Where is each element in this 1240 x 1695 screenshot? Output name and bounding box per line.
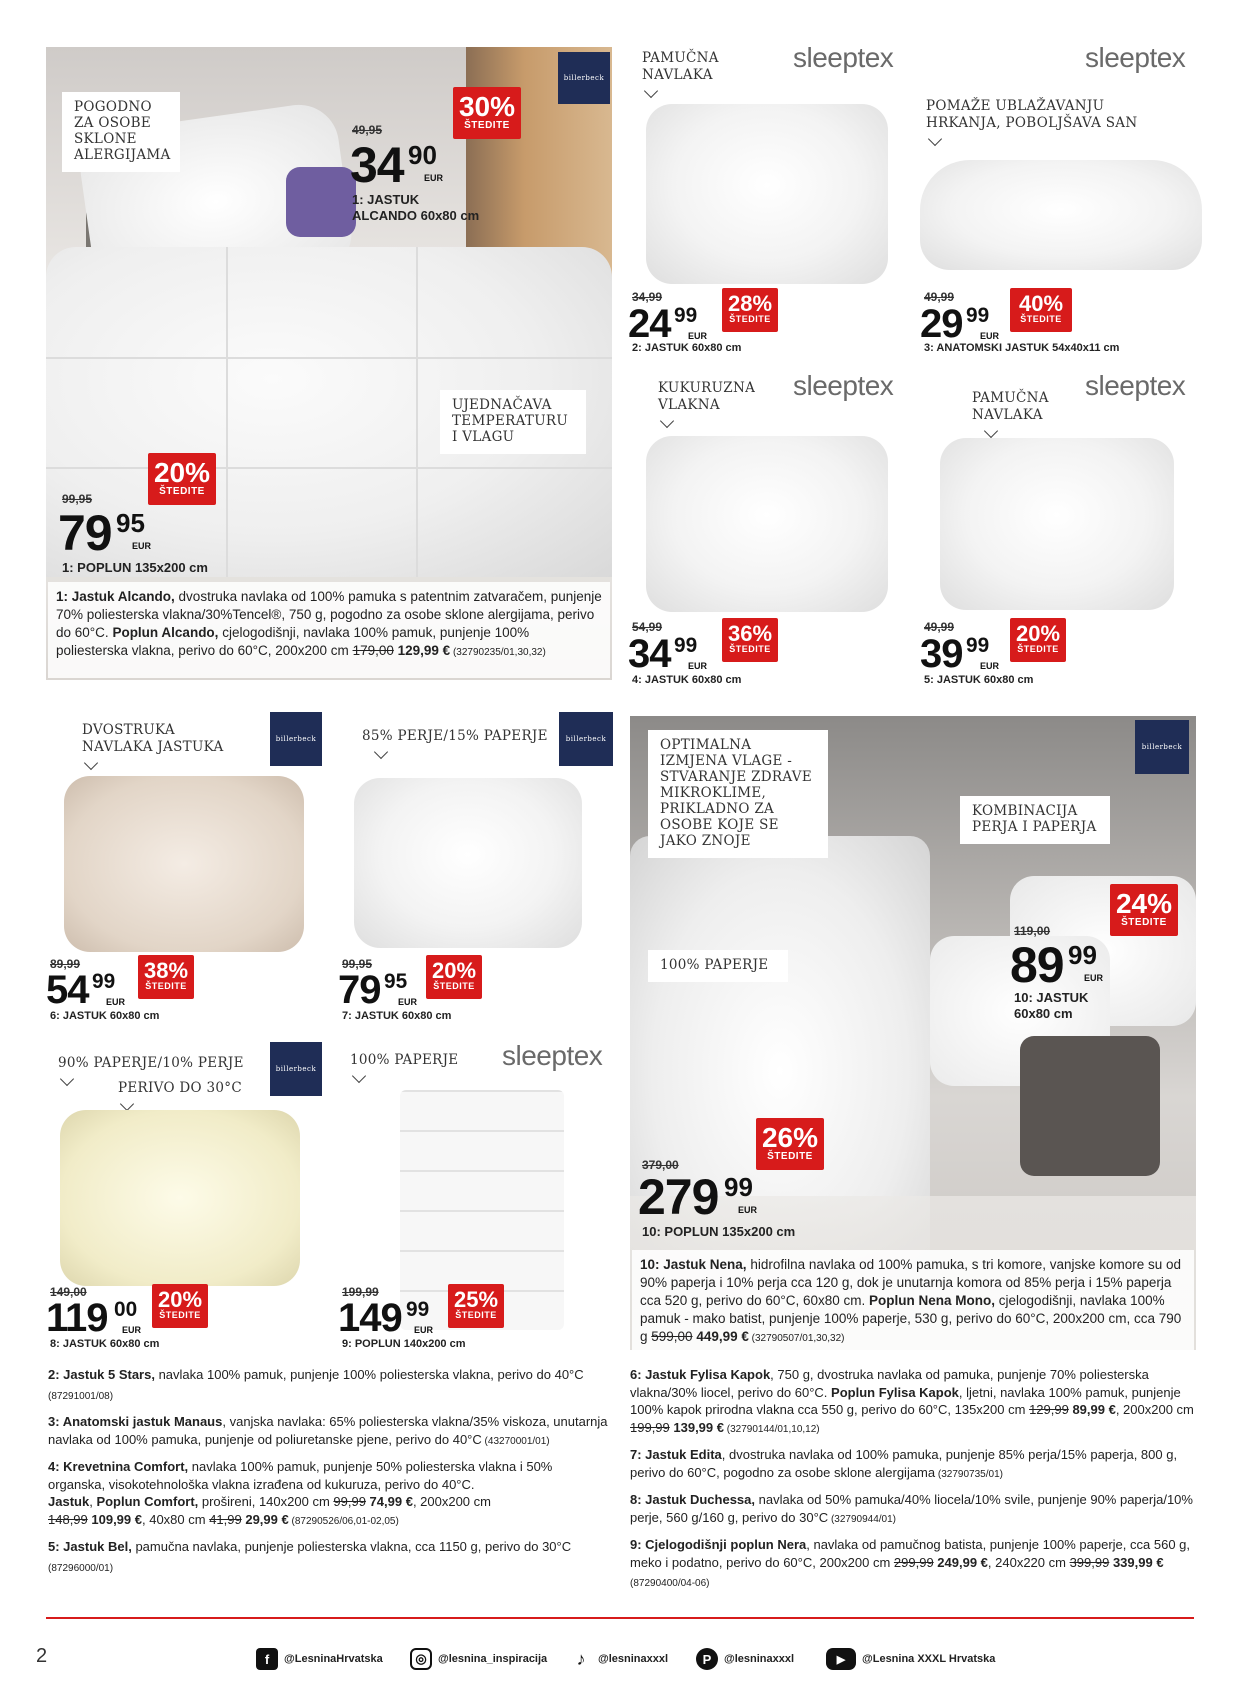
price-p9: 149 99 EUR [338, 1296, 434, 1340]
discount-badge-p7: 20% ŠTEDITE [426, 955, 482, 999]
pinterest-icon: P [696, 1648, 718, 1670]
pillow-image-p2 [646, 104, 888, 284]
old-price-p8: 149,00 [50, 1285, 87, 1299]
facebook-icon: f [256, 1648, 278, 1670]
callout-p10c: 100% PAPERJE [648, 950, 788, 982]
billerbeck-logo: billerbeck [270, 712, 322, 766]
callout-p4: KUKURUZNA VLAKNA [658, 380, 768, 426]
social-youtube[interactable]: ▶ @Lesnina XXXL Hrvatska [826, 1648, 995, 1670]
discount-badge-p9: 25% ŠTEDITE [448, 1284, 504, 1328]
corn-pillow-image [646, 436, 888, 612]
product-label-10a: 10: JASTUK 60x80 cm [1014, 990, 1089, 1021]
discount-badge-1a: 30% ŠTEDITE [453, 87, 521, 139]
grey-cushion-image [1020, 1036, 1160, 1176]
callout-p10a: OPTIMALNA IZMJENA VLAGE - STVARANJE ZDRAVE MIKROKLIME, PRIKLADNO ZA OSOBE KOJE SE JAKO ZNOJE [648, 730, 828, 858]
discount-badge-p3: 40% ŠTEDITE [1010, 288, 1072, 332]
anatomic-pillow-image [920, 160, 1202, 270]
old-price-p3: 49,99 [924, 290, 955, 304]
callout-p2: PAMUČNA NAVLAKA [642, 50, 752, 96]
product-label-p2: 2: JASTUK 60x80 cm [632, 342, 742, 354]
sleeptex-logo: sleeptex [1085, 370, 1186, 401]
instagram-icon: ◎ [410, 1648, 432, 1670]
billerbeck-logo: billerbeck [559, 712, 613, 766]
callout-p7: 85% PERJE/15% PAPERJE [362, 728, 562, 757]
sleeptex-logo: sleeptex [793, 42, 894, 73]
callout-p5: PAMUČNA NAVLAKA [972, 390, 1082, 436]
price-1b: 79 95 EUR [58, 505, 152, 561]
info-item-8: 8: Jastuk Duchessa, navlaka od 50% pamuka/40% liocela/10% svile, punjenje 90% paperja/10% perje, 560 g/160 g, perivo do 30°C (32790944/01) [630, 1492, 1193, 1525]
sleeptex-logo: sleeptex [1085, 42, 1186, 73]
callout-p8a: 90% PAPERJE/10% PERJE [58, 1055, 258, 1084]
product-label-p6: 6: JASTUK 60x80 cm [50, 1010, 160, 1022]
old-price-1a: 49,95 [352, 123, 383, 137]
discount-badge-p5: 20% ŠTEDITE [1010, 618, 1066, 662]
product-label-p7: 7: JASTUK 60x80 cm [342, 1010, 452, 1022]
price-p5: 39 99 EUR [920, 632, 1000, 676]
discount-badge-10a: 24% ŠTEDITE [1110, 884, 1178, 936]
product-label-p4: 4: JASTUK 60x80 cm [632, 674, 742, 686]
discount-badge-10b: 26% ŠTEDITE [756, 1118, 824, 1170]
purple-cushion-image [286, 167, 356, 237]
info-item-7: 7: Jastuk Edita, dvostruka navlaka od 100% pamuka, punjenje 85% perja/15% paperja, 800 g, perivo do 60°C, pogodno za osobe sklone alergijama (32790735/01) [630, 1447, 1178, 1480]
info-item-4: 4: Krevetnina Comfort, navlaka 100% pamuk, punjenje 50% poliesterska vlakna i 50% organska, visokotehnološka vlakna izrađena od kukuruza, perivo do 40°C. Jastuk, Poplun Comfort, prošireni, 140x200 cm 99,99 74,99 €, 200x200 cm 148,99 109,99 €, 40x80 cm 41,99 29,99 € (87290526/06,01-02,05) [48, 1459, 553, 1527]
product-label-p5: 5: JASTUK 60x80 cm [924, 674, 1034, 686]
quilted-pillow-image [64, 776, 304, 952]
feather-pillow-image [354, 778, 582, 948]
price-p8: 119 00 EUR [46, 1296, 142, 1340]
cotton-pillow-image [940, 438, 1174, 610]
price-10b: 279 99 EUR [638, 1169, 758, 1225]
old-price-10a: 119,00 [1014, 924, 1051, 938]
discount-badge-p6: 38% ŠTEDITE [138, 955, 194, 999]
price-p3: 29 99 EUR [920, 302, 1000, 346]
price-p4: 34 99 EUR [628, 632, 708, 676]
tiktok-icon: ♪ [570, 1648, 592, 1670]
alcando-description: 1: Jastuk Alcando, dvostruka navlaka od 100% pamuka s patentnim zatvaračem, punjenje 70% poliesterska vlakna/30%Tencel®, 750 g, pogodno za osobe sklone alergijama, perivo do 60°C. Poplun Alcando, cjelogodišnji, navlaka 100% pamuk, punjenje 100% poliesterska vlakna, perivo do 60°C, 200x200 cm 179,00 129,99 € (32790235/01,30,32) [48, 582, 610, 678]
footer-divider [46, 1617, 1194, 1619]
sleeptex-logo: sleeptex [502, 1040, 603, 1071]
social-tiktok[interactable]: ♪ @lesninaxxxl [570, 1648, 668, 1670]
price-1a: 34 90 EUR [350, 137, 444, 193]
callout-p6: DVOSTRUKA NAVLAKA JASTUKA [82, 722, 242, 768]
page-number: 2 [36, 1645, 48, 1667]
old-price-p9: 199,99 [342, 1285, 379, 1299]
social-instagram[interactable]: ◎ @lesnina_inspiracija [410, 1648, 547, 1670]
discount-badge-p4: 36% ŠTEDITE [722, 618, 778, 662]
discount-badge-p2: 28% ŠTEDITE [722, 288, 778, 332]
discount-badge-1b: 20% ŠTEDITE [148, 453, 216, 505]
down-pillow-image [60, 1110, 300, 1286]
callout-temperature: UJEDNAČAVA TEMPERATURU I VLAGU [440, 390, 586, 454]
callout-p8b: PERIVO DO 30°C [118, 1080, 258, 1109]
old-price-p7: 99,95 [342, 957, 373, 971]
callout-allergy: POGODNO ZA OSOBE SKLONE ALERGIJAMA [62, 92, 180, 172]
product-label-1a: 1: JASTUK ALCANDO 60x80 cm [352, 192, 480, 223]
info-column-left [48, 1366, 608, 1577]
price-10a: 89 99 EUR [1010, 937, 1104, 993]
billerbeck-logo: billerbeck [270, 1042, 322, 1096]
old-price-p4: 54,99 [632, 620, 663, 634]
info-item-5: 5: Jastuk Bel, pamučna navlaka, punjenje poliesterska vlakna, cca 1150 g, perivo do 30°C (87296000/01) [48, 1539, 572, 1574]
price-p6: 54 99 EUR [46, 968, 126, 1012]
product-label-1b: 1: POPLUN 135x200 cm [62, 560, 208, 575]
youtube-icon: ▶ [826, 1648, 856, 1670]
old-price-p5: 49,99 [924, 620, 955, 634]
callout-p10b: KOMBINACIJA PERJA I PAPERJA [960, 796, 1110, 844]
old-price-10b: 379,00 [642, 1158, 679, 1172]
old-price-p6: 89,99 [50, 957, 81, 971]
billerbeck-logo: billerbeck [1135, 720, 1189, 774]
nena-description: 10: Jastuk Nena, hidrofilna navlaka od 100% pamuka, s tri komore, vanjske komore su od 90% paperja i 10% perja cca 120 g, dok je unutarnja komora od 85% perja i 15% paperja cca 520 g, perivo do 60°C, 60x80 cm. Poplun Nena Mono, cjelogodišnji, navlaka 100% pamuk - mako batist, punjenje 100% paperje, 530 g, perivo do 60°C, 200x200 cm, cca 790 g 599,00 449,99 € (32790507/01,30,32) [632, 1250, 1194, 1350]
product-label-p3: 3: ANATOMSKI JASTUK 54x40x11 cm [924, 342, 1120, 354]
info-column-right [630, 1366, 1196, 1593]
sleeptex-logo: sleeptex [793, 370, 894, 401]
old-price-1b: 99,95 [62, 492, 93, 506]
product-label-p8: 8: JASTUK 60x80 cm [50, 1338, 160, 1350]
callout-p9: 100% PAPERJE [350, 1052, 470, 1081]
discount-badge-p8: 20% ŠTEDITE [152, 1284, 208, 1328]
product-label-10b: 10: POPLUN 135x200 cm [642, 1224, 796, 1239]
info-item-9: 9: Cjelogodišnji poplun Nera, navlaka od pamučnog batista, punjenje 100% paperje, cca 560 g, meko i podatno, perivo do 60°C, 200x200 cm 299,99 249,99 €, 240x220 cm 399,99 339,99 € (87290400/04-06) [630, 1537, 1191, 1589]
info-item-2: 2: Jastuk 5 Stars, navlaka 100% pamuk, punjenje 100% poliesterska vlakna, perivo do 40°C (87291001/08) [48, 1367, 584, 1402]
callout-p3: POMAŽE UBLAŽAVANJU HRKANJA, POBOLJŠAVA SAN [926, 98, 1176, 144]
price-p7: 79 95 EUR [338, 968, 418, 1012]
price-p2: 24 99 EUR [628, 302, 708, 346]
info-item-3: 3: Anatomski jastuk Manaus, vanjska navlaka: 65% poliesterska vlakna/35% viskoza, unutarnja navlaka od 100% pamuka, punjenje od poliuretanske pjene, perivo do 40°C (43270001/01) [48, 1414, 608, 1447]
info-item-6: 6: Jastuk Fylisa Kapok, 750 g, dvostruka navlaka od pamuka, punjenje 70% poliesterska vlakna/30% liocel, perivo do 60°C. Poplun Fylisa Kapok, ljetni, navlaka 100% pamuk, punjenje 100% kapok prirodna vlakna cca 550 g, perivo do 60°C, 135x200 cm 129,99 89,99 €, 200x200 cm 199,99 139,99 € (32790144/01,10,12) [630, 1367, 1194, 1435]
social-pinterest[interactable]: P @lesninaxxxl [696, 1648, 794, 1670]
old-price-p2: 34,99 [632, 290, 663, 304]
product-label-p9: 9: POPLUN 140x200 cm [342, 1338, 466, 1350]
social-facebook[interactable]: f @LesninaHrvatska [256, 1648, 383, 1670]
billerbeck-logo: billerbeck [558, 52, 610, 104]
